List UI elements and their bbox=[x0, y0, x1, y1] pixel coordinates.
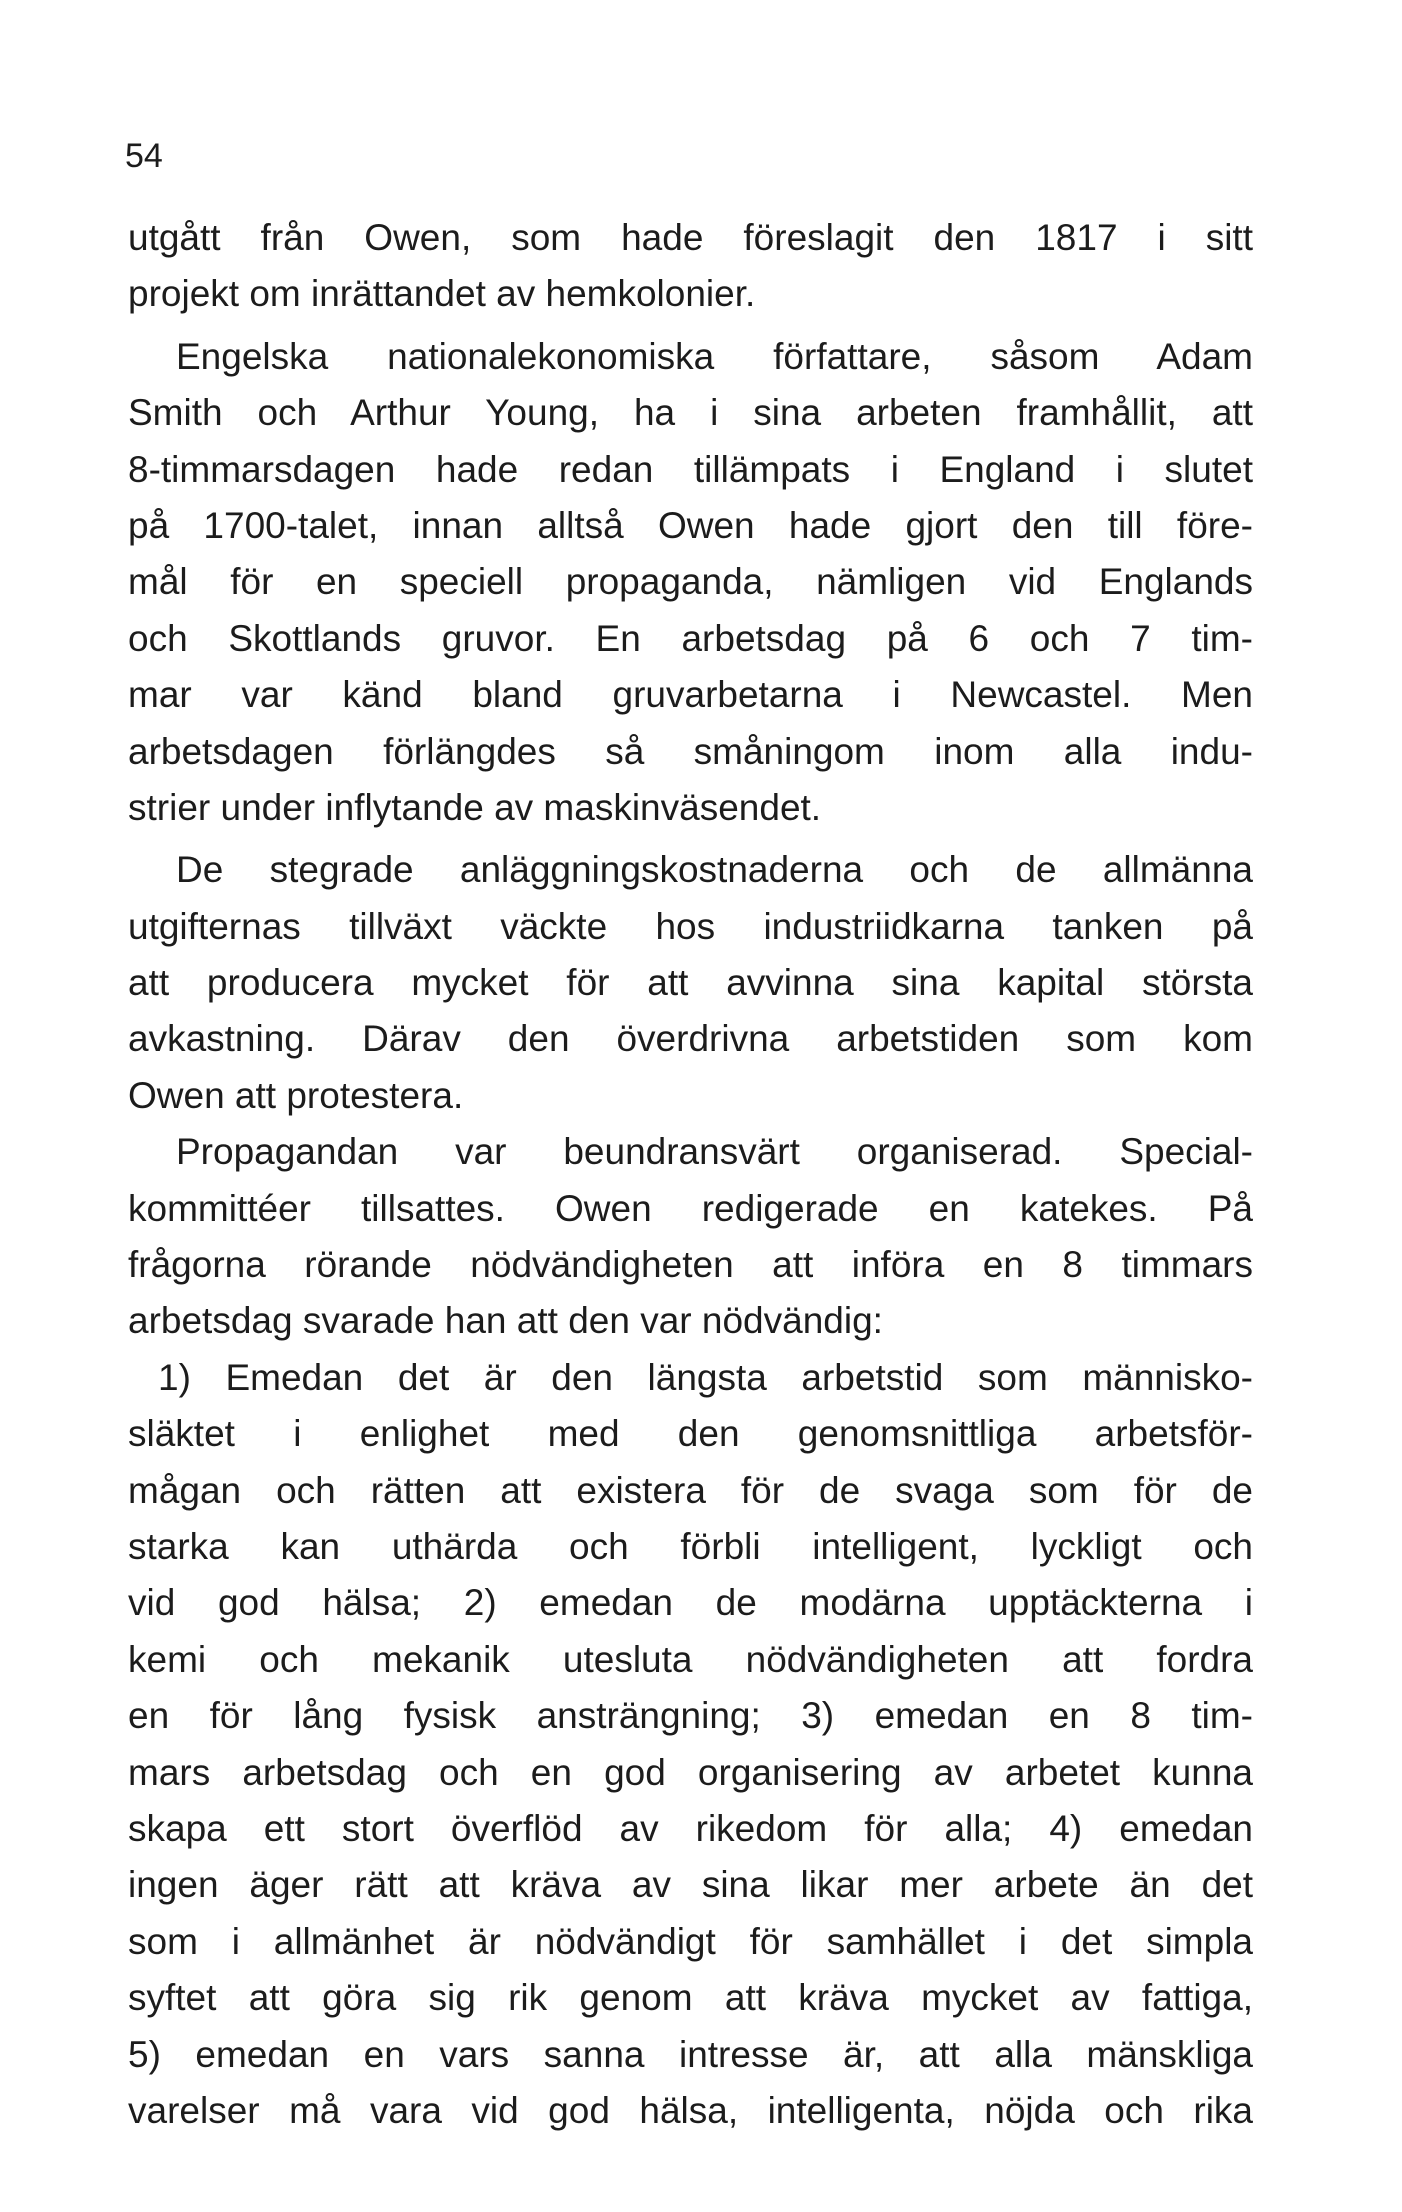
text-line: en för lång fysisk ansträngning; 3) emedan en 8 tim- bbox=[128, 1695, 1253, 1737]
text-line: arbetsdagen förlängdes så småningom inom alla indu- bbox=[128, 730, 1253, 772]
text-line: kommittéer tillsattes. Owen redigerade en katekes. På bbox=[128, 1187, 1253, 1229]
text-line: avkastning. Därav den överdrivna arbetstiden som kom bbox=[128, 1018, 1253, 1060]
text-line: släktet i enlighet med den genomsnittliga arbetsför- bbox=[128, 1413, 1253, 1455]
text-line: De stegrade anläggningskostnaderna och de allmänna bbox=[176, 849, 1253, 891]
text-line: 5) emedan en vars sanna intresse är, att alla mänskliga bbox=[128, 2033, 1253, 2075]
text-line: Engelska nationalekonomiska författare, såsom Adam bbox=[176, 335, 1253, 377]
text-line: utgifternas tillväxt väckte hos industriidkarna tanken på bbox=[128, 905, 1253, 947]
text-line: att producera mycket för att avvinna sina kapital största bbox=[128, 962, 1253, 1004]
text-line: mål för en speciell propaganda, nämligen vid Englands bbox=[128, 561, 1253, 603]
text-line: mar var känd bland gruvarbetarna i Newcastel. Men bbox=[128, 674, 1253, 716]
text-line: Owen att protestera. bbox=[128, 1074, 464, 1116]
body-text bbox=[128, 210, 1253, 2139]
text-line: som i allmänhet är nödvändigt för samhället i det simpla bbox=[128, 1920, 1253, 1962]
text-line: strier under inflytande av maskinväsendet. bbox=[128, 786, 822, 828]
page-number: 54 bbox=[125, 137, 163, 175]
text-line: ingen äger rätt att kräva av sina likar mer arbete än det bbox=[128, 1864, 1253, 1906]
text-line: på 1700-talet, innan alltså Owen hade gjort den till före- bbox=[128, 504, 1253, 546]
text-line: mågan och rätten att existera för de svaga som för de bbox=[128, 1469, 1253, 1511]
text-line: vid god hälsa; 2) emedan de modärna upptäckterna i bbox=[128, 1582, 1253, 1624]
text-line: 8-timmarsdagen hade redan tillämpats i England i slutet bbox=[128, 448, 1253, 490]
text-line: Smith och Arthur Young, ha i sina arbeten framhållit, att bbox=[128, 392, 1253, 434]
text-line: projekt om inrättandet av hemkolonier. bbox=[128, 273, 756, 315]
text-line: och Skottlands gruvor. En arbetsdag på 6 och 7 tim- bbox=[128, 617, 1253, 659]
text-line: Propagandan var beundransvärt organiserad. Special- bbox=[176, 1131, 1253, 1173]
text-line: 1) Emedan det är den längsta arbetstid som människo- bbox=[158, 1356, 1253, 1398]
text-line: starka kan uthärda och förbli intelligent, lyckligt och bbox=[128, 1525, 1253, 1567]
text-line: arbetsdag svarade han att den var nödvändig: bbox=[128, 1300, 883, 1342]
text-line: syftet att göra sig rik genom att kräva mycket av fattiga, bbox=[128, 1977, 1253, 2019]
text-line: kemi och mekanik utesluta nödvändigheten att fordra bbox=[128, 1638, 1253, 1680]
text-line: mars arbetsdag och en god organisering av arbetet kunna bbox=[128, 1751, 1253, 1793]
text-line: skapa ett stort överflöd av rikedom för alla; 4) emedan bbox=[128, 1807, 1253, 1849]
text-line: utgått från Owen, som hade föreslagit den 1817 i sitt bbox=[128, 217, 1253, 258]
text-line: varelser må vara vid god hälsa, intelligenta, nöjda och rika bbox=[128, 2089, 1253, 2131]
text-line: frågorna rörande nödvändigheten att införa en 8 timmars bbox=[128, 1244, 1253, 1286]
